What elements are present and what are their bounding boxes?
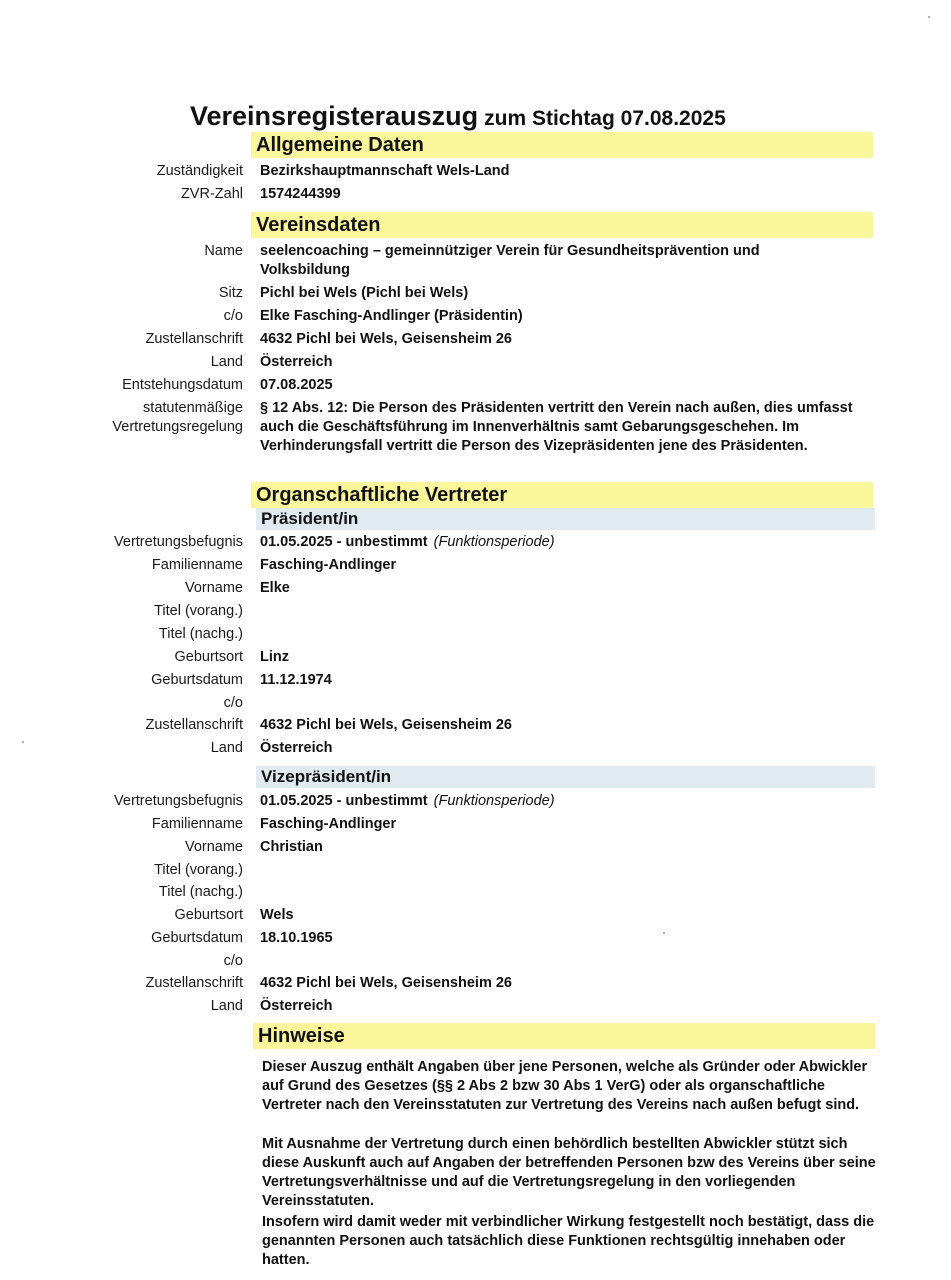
praesident-befugnis-note: (Funktionsperiode) [433,534,555,550]
value-vize-zustellanschrift: 4632 Pichl bei Wels, Geisensheim 26 [260,975,513,991]
subsection-praesident: Präsident/in [256,508,875,530]
label-vertretungsregelung-line2: Vertretungsregelung [112,419,243,435]
label-titel-nachg: Titel (nachg.) [158,884,243,900]
scan-speckle [663,932,665,934]
value-zvr-zahl: 1574244399 [260,186,341,202]
value-vize-vorname: Christian [260,839,323,855]
label-land: Land [210,354,243,370]
label-vertretungsbefugnis: Vertretungsbefugnis [114,793,243,809]
value-vize-befugnis [260,792,880,811]
section-allgemeine-daten: Allgemeine Daten [251,132,873,158]
value-vertretungsregelung: § 12 Abs. 12: Die Person des Präsidenten vertritt den Verein nach außen, dies umfasst auch die Geschäftsführung im Innenverhältnis samt Gebarungsgeschehen. Im Verhinderungsfall vertritt die Person des Vizepräsidenten jene des Präsidenten. [260,400,853,454]
label-titel-nachg: Titel (nachg.) [158,626,243,642]
value-praesident-land: Österreich [260,740,333,756]
label-geburtsort: Geburtsort [174,649,243,665]
hinweis-paragraph-2: Mit Ausnahme der Vertretung durch einen behördlich bestellten Abwickler stützt sich diese Auskunft auch auf Angaben der betreffenden Personen bzw des Vereins über seine Vertretungsverhältnisse und auf die Vertretungsregelung in den vorliegenden Vereinsstatuten. [262,1136,876,1209]
value-vize-geburtsort: Wels [260,907,294,923]
label-co: c/o [223,308,243,324]
label-familienname: Familienname [151,557,243,573]
value-praesident-vorname: Elke [260,580,290,596]
label-name: Name [204,243,243,259]
label-vorname: Vorname [184,839,243,855]
label-co: c/o [223,695,243,711]
label-vertretungsbefugnis: Vertretungsbefugnis [114,534,243,550]
praesident-befugnis-period: 01.05.2025 - unbestimmt [260,534,428,550]
value-vize-geburtsdatum: 18.10.1965 [260,930,333,946]
vize-befugnis-period: 01.05.2025 - unbestimmt [260,793,428,809]
label-zustellanschrift: Zustellanschrift [145,331,243,347]
label-sitz: Sitz [218,285,243,301]
value-praesident-geburtsort: Linz [260,649,289,665]
label-zustellanschrift: Zustellanschrift [145,975,243,991]
label-titel-vorang: Titel (vorang.) [154,862,243,878]
vize-befugnis-note: (Funktionsperiode) [433,793,555,809]
value-land: Österreich [260,354,333,370]
value-praesident-familienname: Fasching-Andlinger [260,557,397,573]
value-entstehungsdatum: 07.08.2025 [260,377,333,393]
label-geburtsdatum: Geburtsdatum [151,930,243,946]
section-organschaftliche-vertreter: Organschaftliche Vertreter [251,482,873,508]
value-co: Elke Fasching-Andlinger (Präsidentin) [260,308,523,324]
label-land: Land [210,740,243,756]
value-sitz: Pichl bei Wels (Pichl bei Wels) [260,285,469,301]
value-praesident-befugnis [260,533,880,552]
value-praesident-zustellanschrift: 4632 Pichl bei Wels, Geisensheim 26 [260,717,513,733]
label-entstehungsdatum: Entstehungsdatum [122,377,243,393]
page-title-main: Vereinsregisterauszug [190,101,479,131]
value-praesident-geburtsdatum: 11.12.1974 [260,672,332,688]
value-zustaendigkeit: Bezirkshauptmannschaft Wels-Land [260,163,510,179]
label-vertretungsregelung-line1: statutenmäßige [143,400,243,416]
section-hinweise: Hinweise [253,1023,875,1049]
label-zustellanschrift: Zustellanschrift [145,717,243,733]
section-vereinsdaten: Vereinsdaten [251,212,873,238]
value-vize-familienname: Fasching-Andlinger [260,816,397,832]
page-title-date: zum Stichtag 07.08.2025 [484,107,726,130]
label-familienname: Familienname [151,816,243,832]
scan-speckle [22,741,24,743]
hinweis-paragraph-1: Dieser Auszug enthält Angaben über jene Personen, welche als Gründer oder Abwickler auf Grund des Gesetzes (§§ 2 Abs 2 bzw 30 Abs 1 VerG) oder als organschaftliche Vertreter nach den Vereinsstatuten zur Vertretung des Vereins nach außen befugt sind. [262,1059,868,1113]
label-land: Land [210,998,243,1014]
label-zvr-zahl: ZVR-Zahl [180,186,243,202]
label-vertretungsregelung [112,399,243,437]
label-titel-vorang: Titel (vorang.) [154,603,243,619]
label-geburtsdatum: Geburtsdatum [151,672,243,688]
label-zustaendigkeit: Zuständigkeit [156,163,243,179]
label-vorname: Vorname [184,580,243,596]
value-name: seelencoaching – gemeinnütziger Verein für Gesundheitsprävention und Volksbildung [260,243,760,278]
label-geburtsort: Geburtsort [174,907,243,923]
hinweis-paragraph-3: Insofern wird damit weder mit verbindlicher Wirkung festgestellt noch bestätigt, dass die genannten Personen auch tatsächlich diese Funktionen rechtsgültig innehaben oder hatten. [262,1214,875,1268]
value-zustellanschrift: 4632 Pichl bei Wels, Geisensheim 26 [260,331,513,347]
subsection-vizepraesident: Vizepräsident/in [256,766,875,788]
page-title [190,99,910,136]
value-vize-land: Österreich [260,998,333,1014]
label-co: c/o [223,953,243,969]
scan-speckle [928,16,930,18]
